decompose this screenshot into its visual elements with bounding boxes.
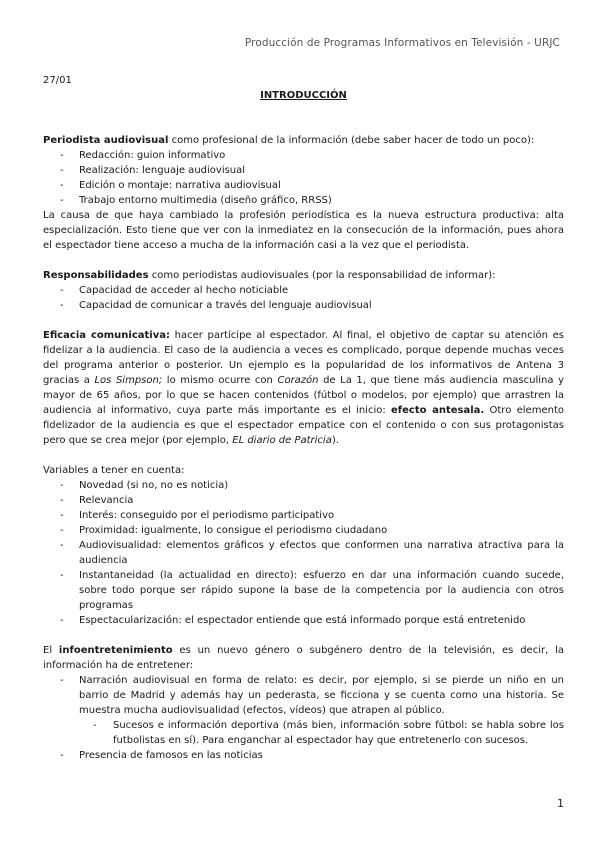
eficacia-italic-2: Corazón — [277, 375, 319, 386]
infoentretenimiento-term: infoentretenimiento — [58, 645, 173, 656]
list-item: - Realización: lenguaje audiovisual — [43, 163, 564, 178]
responsabilidades-paragraph — [43, 268, 564, 283]
variables-intro: Variables a tener en cuenta: — [43, 465, 185, 476]
list-item: - Presencia de famosos en las noticias — [43, 748, 564, 763]
responsabilidades-list — [43, 283, 564, 313]
running-header: Producción de Programas Informativos en Televisión - URJC — [244, 37, 560, 49]
periodista-term: Periodista audiovisual — [43, 135, 169, 146]
list-item: - Espectacularización: el espectador entiende que está informado porque está entretenido — [43, 613, 564, 628]
periodista-text: como profesional de la información (debe saber hacer de todo un poco): — [168, 135, 535, 146]
periodista-paragraph — [43, 133, 564, 148]
list-item: - Relevancia — [43, 493, 564, 508]
eficacia-term: Eficacia comunicativa: — [43, 330, 170, 341]
list-item: - Capacidad de acceder al hecho noticiable — [43, 283, 564, 298]
eficacia-text-1: hacer partícipe al espectador. Al final, el objetivo de captar su atención es fidelizar a la audiencia. El caso de la audiencia a veces es complicado, porque depende muchas veces del programa anterior o posterior. Un ejemplo es la popularidad de los informativos de Antena 3 gracias a — [43, 330, 564, 386]
sub-list-item: - Sucesos e información deportiva (más bien, información sobre fútbol: se habla sobre los futbolistas en sí). Para enganchar al espectador hay que entretenerlo con sucesos. — [43, 718, 564, 748]
eficacia-italic-1: Los Simpson; — [94, 375, 163, 386]
eficacia-bold-1: efecto antesala. — [391, 405, 485, 416]
infoentretenimiento-paragraph — [43, 643, 564, 673]
infoentretenimiento-sublist — [43, 718, 564, 748]
eficacia-text-2: lo mismo ocurre con — [162, 375, 278, 386]
document-body — [43, 73, 564, 763]
responsabilidades-term: Responsabilidades — [43, 270, 149, 281]
cause-paragraph: La causa de que haya cambiado la profesión periodística es la nueva estructura productiva: alta especialización. Esto tiene que ver con la inmediatez en la consecución de la información, pues ahora el espectador tiene acceso a mucha de la información casi a la vez que el periodista. — [43, 210, 564, 251]
infoentretenimiento-list-2 — [43, 748, 564, 763]
list-item: - Narración audiovisual en forma de relato: es decir, por ejemplo, si se pierde un niño en un barrio de Madrid y además hay un pederasta, se ficciona y se cuenta como una historia. Se muestra mucha audiovisualidad (efectos, vídeos) que atrapen al público. — [43, 673, 564, 718]
list-item: - Audiovisualidad: elementos gráficos y efectos que conformen una narrativa atractiva para la audiencia — [43, 538, 564, 568]
eficacia-text-4: Otro elemento fidelizador de la audiencia es que el espectador empatice con el contenido o con sus protagonistas pero que se crea mejor (por ejemplo, — [43, 405, 564, 446]
date: 27/01 — [43, 75, 72, 86]
responsabilidades-text: como periodistas audiovisuales (por la responsabilidad de informar): — [148, 270, 496, 281]
periodista-list — [43, 148, 564, 208]
page-number: 1 — [557, 797, 564, 810]
list-item: - Interés: conseguido por el periodismo participativo — [43, 508, 564, 523]
infoentretenimiento-pre: El — [43, 645, 59, 656]
list-item: - Redacción: guion informativo — [43, 148, 564, 163]
list-item: - Novedad (si no, no es noticia) — [43, 478, 564, 493]
infoentretenimiento-list — [43, 673, 564, 718]
list-item: - Proximidad: igualmente, lo consigue el periodismo ciudadano — [43, 523, 564, 538]
list-item: - Instantaneidad (la actualidad en directo): esfuerzo en dar una información cuando sucede, sobre todo porque ser rápido supone la base de la competencia por la audiencia con otros programas — [43, 568, 564, 613]
eficacia-text-3: de La 1, que tiene más audiencia masculina y mayor de 65 años, por lo que se hacen contenidos (fútbol o modelos, por ejemplo) que arrastren la audiencia al informativo, cuya parte más importante es el inicio: — [43, 375, 565, 416]
eficacia-paragraph — [43, 328, 564, 448]
section-title: INTRODUCCIÓN — [260, 90, 347, 101]
variables-list — [43, 478, 564, 628]
list-item: - Capacidad de comunicar a través del lenguaje audiovisual — [43, 298, 564, 313]
eficacia-italic-3: EL diario de Patricia — [232, 435, 332, 446]
infoentretenimiento-text: es un nuevo género o subgénero dentro de la televisión, es decir, la información ha de entretener: — [43, 645, 564, 671]
list-item: - Edición o montaje: narrativa audiovisual — [43, 178, 564, 193]
eficacia-text-5: ). — [331, 435, 339, 446]
list-item: - Trabajo entorno multimedia (diseño gráfico, RRSS) — [43, 193, 564, 208]
